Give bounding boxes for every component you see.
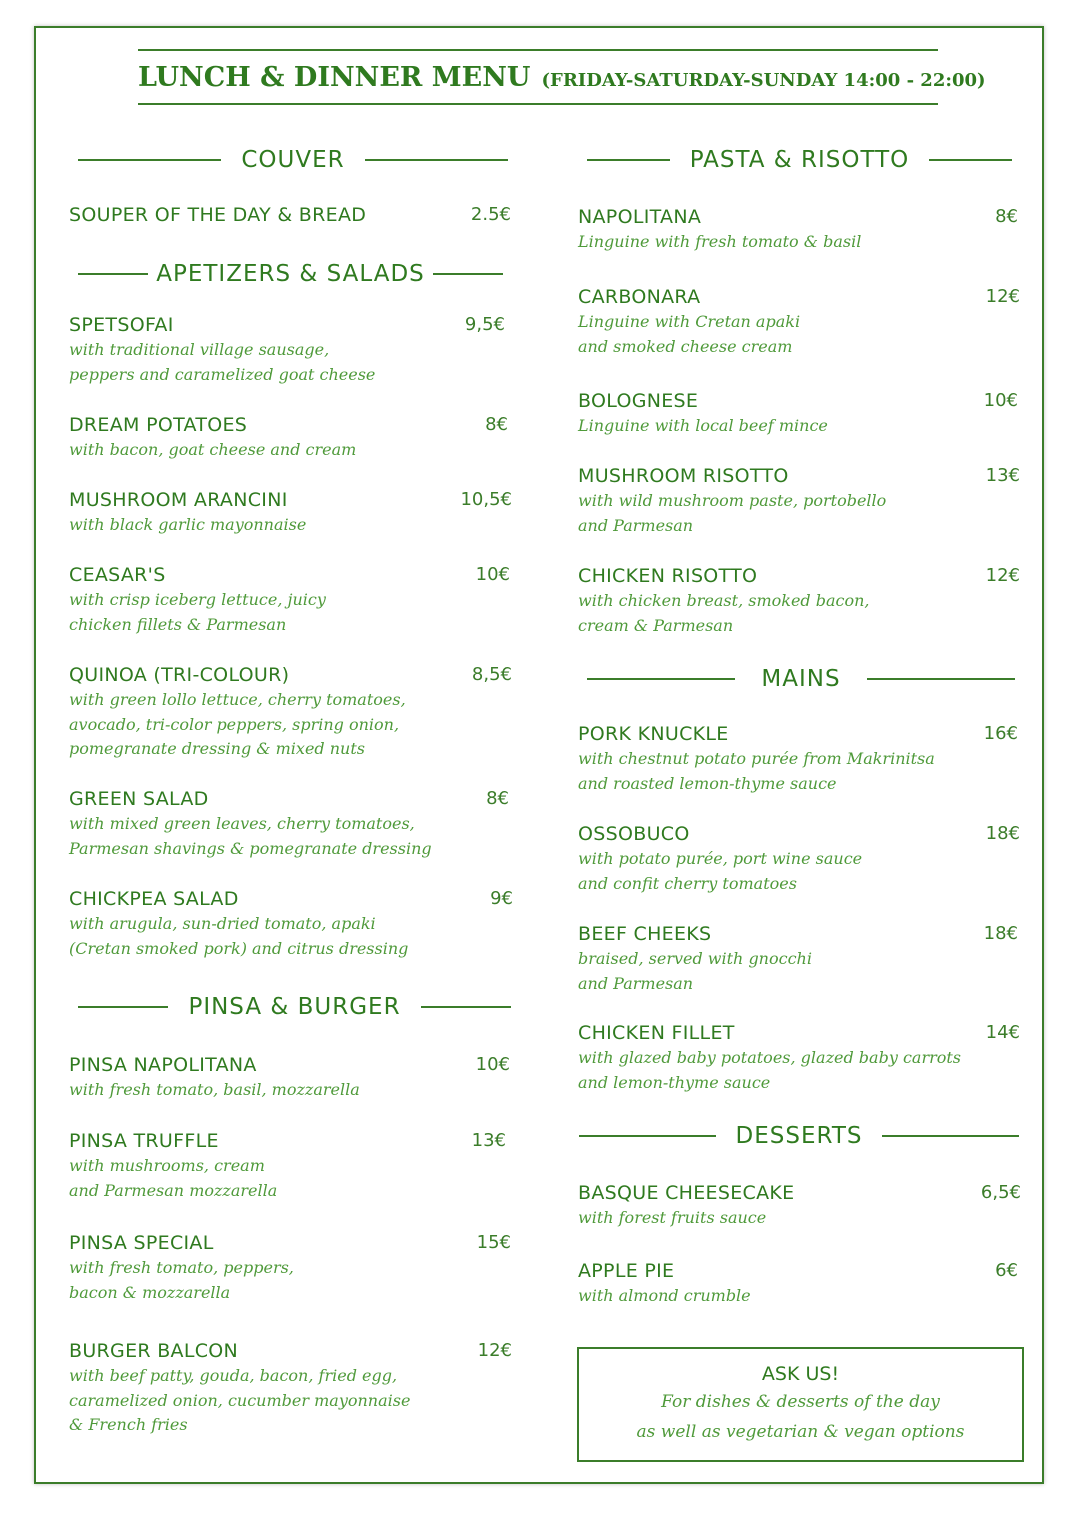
menu-item <box>578 821 1020 896</box>
item-description: bacon & mozzarella <box>69 1282 231 1302</box>
menu-item <box>69 662 512 762</box>
item-price: 13€ <box>471 1130 506 1151</box>
item-description: and Parmesan <box>578 973 694 993</box>
item-name: DREAM POTATOES <box>69 414 248 436</box>
menu-schedule: (FRIDAY-SATURDAY-SUNDAY 14:00 - 22:00) <box>541 70 986 91</box>
item-price: 8€ <box>485 414 508 435</box>
item-description: with forest fruits sauce <box>578 1208 767 1227</box>
section-title: PASTA & RISOTTO <box>689 147 910 173</box>
menu-item <box>578 388 1018 439</box>
item-price: 6€ <box>995 1260 1018 1281</box>
item-name: SPETSOFAI <box>69 314 174 336</box>
item-price: 2.5€ <box>470 204 511 225</box>
item-description: and roasted lemon-thyme sauce <box>578 773 837 793</box>
item-price: 8,5€ <box>471 664 512 685</box>
section-header-pinsa <box>78 992 511 1022</box>
menu-item <box>69 786 509 861</box>
menu-item <box>69 412 508 463</box>
menu-item <box>69 562 510 637</box>
menu-item <box>69 202 511 228</box>
item-name: NAPOLITANA <box>578 206 702 228</box>
item-price: 12€ <box>477 1340 512 1361</box>
item-description: (Cretan smoked pork) and citrus dressing <box>69 938 409 958</box>
item-description: braised, served with gnocchi <box>578 949 812 968</box>
ask-us-title: ASK US! <box>761 1363 840 1385</box>
item-price: 14€ <box>985 1022 1020 1043</box>
item-name: CARBONARA <box>578 286 701 308</box>
item-description: & French fries <box>69 1415 188 1434</box>
item-description: and Parmesan mozzarella <box>69 1180 278 1200</box>
menu-item <box>69 886 513 961</box>
item-name: APPLE PIE <box>578 1260 675 1282</box>
menu-item <box>69 312 505 387</box>
item-description: and smoked cheese cream <box>578 336 793 356</box>
item-price: 18€ <box>985 823 1020 844</box>
item-name: BOLOGNESE <box>578 390 699 412</box>
item-name: GREEN SALAD <box>69 788 209 810</box>
item-description: and lemon-thyme sauce <box>578 1072 771 1092</box>
item-description: with mixed green leaves, cherry tomatoes, <box>69 814 415 833</box>
menu-title-bar <box>138 49 986 105</box>
item-name: MUSHROOM RISOTTO <box>578 465 789 487</box>
menu-item <box>578 204 1018 255</box>
item-price: 13€ <box>985 465 1020 486</box>
item-price: 8€ <box>995 206 1018 227</box>
menu-item <box>578 284 1020 359</box>
item-name: OSSOBUCO <box>578 823 690 845</box>
item-description: Linguine with local beef mince <box>578 416 828 435</box>
item-price: 10,5€ <box>460 489 512 510</box>
item-description: caramelized onion, cucumber mayonnaise <box>69 1390 411 1410</box>
item-price: 10€ <box>475 1054 510 1075</box>
item-description: and Parmesan <box>578 515 694 535</box>
item-name: SOUPER OF THE DAY & BREAD <box>69 204 367 226</box>
menu-item <box>69 487 512 538</box>
menu-item <box>69 1128 506 1203</box>
item-description: with mushrooms, cream <box>69 1156 265 1175</box>
item-description: with chicken breast, smoked bacon, <box>578 591 870 610</box>
item-price: 6,5€ <box>980 1182 1021 1203</box>
item-name: CHICKEN RISOTTO <box>578 565 758 587</box>
item-description: with crisp iceberg lettuce, juicy <box>69 590 326 609</box>
section-title: APETIZERS & SALADS <box>156 261 425 287</box>
item-name: PINSA SPECIAL <box>69 1232 214 1254</box>
menu-item <box>578 721 1018 796</box>
menu-item <box>578 1020 1020 1095</box>
item-price: 10€ <box>475 564 510 585</box>
section-title: PINSA & BURGER <box>188 994 401 1020</box>
section-title: MAINS <box>761 666 841 692</box>
ask-us-line: For dishes & desserts of the day <box>661 1392 940 1412</box>
ask-us-line: as well as vegetarian & vegan options <box>636 1422 965 1442</box>
menu-item <box>69 1338 512 1438</box>
item-price: 16€ <box>983 723 1018 744</box>
item-description: with almond crumble <box>578 1286 751 1305</box>
item-description: pomegranate dressing & mixed nuts <box>69 739 365 758</box>
item-description: with fresh tomato, basil, mozzarella <box>69 1080 360 1099</box>
item-description: with bacon, goat cheese and cream <box>69 440 357 459</box>
item-price: 8€ <box>486 788 509 809</box>
menu-item <box>578 1258 1018 1309</box>
menu-item <box>578 921 1018 996</box>
section-header-desserts <box>579 1121 1019 1151</box>
item-price: 15€ <box>476 1232 511 1253</box>
item-description: with fresh tomato, peppers, <box>69 1258 294 1277</box>
item-price: 12€ <box>985 286 1020 307</box>
ask-us-box <box>577 1347 1024 1462</box>
item-description: with chestnut potato purée from Makrinitsa <box>578 749 935 768</box>
item-description: and confit cherry tomatoes <box>578 873 797 893</box>
item-description: Linguine with fresh tomato & basil <box>578 232 862 251</box>
item-description: Linguine with Cretan apaki <box>578 312 801 331</box>
item-description: with wild mushroom paste, portobello <box>578 491 887 510</box>
section-header-mains <box>587 664 1015 694</box>
item-name: CEASAR'S <box>69 564 166 586</box>
item-name: QUINOA (TRI-COLOUR) <box>69 664 290 686</box>
menu-item <box>69 1052 510 1103</box>
item-name: PINSA TRUFFLE <box>69 1130 219 1152</box>
item-name: BURGER BALCON <box>69 1340 239 1362</box>
section-header-pasta <box>587 145 1012 175</box>
item-description: chicken fillets & Parmesan <box>69 614 287 634</box>
item-description: cream & Parmesan <box>578 615 734 635</box>
item-name: PINSA NAPOLITANA <box>69 1054 257 1076</box>
item-description: with potato purée, port wine sauce <box>578 849 863 868</box>
item-name: MUSHROOM ARANCINI <box>69 489 288 511</box>
section-header-couver <box>78 145 508 175</box>
section-header-appetizers <box>78 259 503 289</box>
item-description: avocado, tri-color peppers, spring onion, <box>69 714 400 734</box>
item-name: CHICKEN FILLET <box>578 1022 735 1044</box>
item-price: 9,5€ <box>464 314 505 335</box>
item-description: with green lollo lettuce, cherry tomatoes, <box>69 690 406 709</box>
item-name: CHICKPEA SALAD <box>69 888 239 910</box>
item-name: PORK KNUCKLE <box>578 723 729 745</box>
menu-title: LUNCH & DINNER MENU <box>138 62 531 93</box>
item-description: with beef patty, gouda, bacon, fried egg, <box>69 1366 398 1385</box>
item-name: BASQUE CHEESECAKE <box>578 1182 795 1204</box>
menu-item <box>578 563 1020 638</box>
item-price: 18€ <box>983 923 1018 944</box>
item-description: peppers and caramelized goat cheese <box>69 364 376 384</box>
menu-item <box>69 1230 511 1305</box>
item-price: 12€ <box>985 565 1020 586</box>
menu-item <box>578 463 1020 538</box>
item-price: 10€ <box>983 390 1018 411</box>
menu-item <box>578 1180 1021 1231</box>
item-description: with arugula, sun-dried tomato, apaki <box>69 914 376 933</box>
item-description: Parmesan shavings & pomegranate dressing <box>69 838 432 858</box>
section-title: DESSERTS <box>735 1123 863 1149</box>
item-description: with black garlic mayonnaise <box>69 515 307 534</box>
item-description: with traditional village sausage, <box>69 340 330 359</box>
item-price: 9€ <box>490 888 513 909</box>
item-name: BEEF CHEEKS <box>578 923 712 945</box>
section-title: COUVER <box>241 147 345 173</box>
item-description: with glazed baby potatoes, glazed baby carrots <box>578 1048 962 1067</box>
